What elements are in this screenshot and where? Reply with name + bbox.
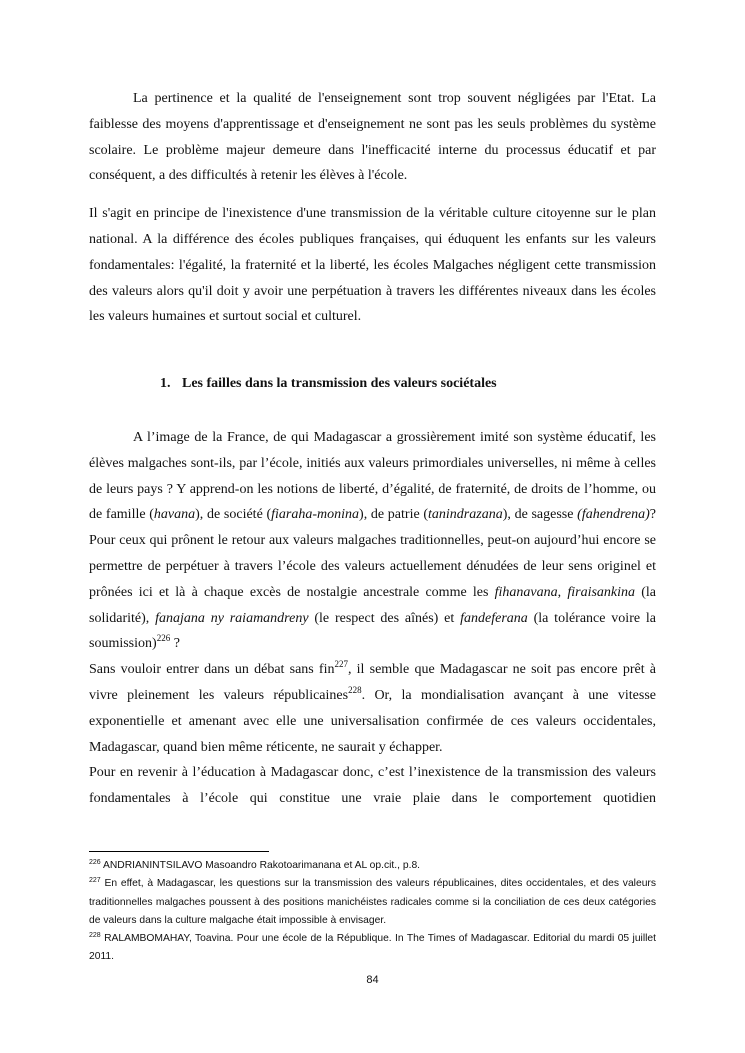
body-block [89,425,656,812]
paragraph-3: A l’image de la France, de qui Madagascar a grossièrement imité son système éducatif, les élèves malgaches sont-ils, par l’école, initiés aux valeurs primordiales universelles, ni même à celles de leurs pays ? Y apprend-on les notions de liberté, d’égalité, de fraternité, de droits de l’homme, ou de famille (havana), de société (fiaraha-monina), de patrie (tanindrazana), de sagesse (fahendrena)? Pour ceux qui prônent le retour aux valeurs malgaches traditionnelles, peut-on aujourd’hui encore se permettre de perpétuer à travers l’école des valeurs actuellement dénudées de leur sens originel et prônées ici et là à chaque excès de nostalgie ancestrale comme les fihanavana, firaisankina (la solidarité), fanajana ny raiamandreny (le respect des aînés) et fandeferana (la tolérance voire la soumission)$^{226}$ ? [89,430,657,652]
paragraph-4: Sans vouloir entrer dans un débat sans fin$^{227}$, il semble que Madagascar ne soit pas encore prêt à vivre pleinement les valeurs républicaines$^{228}$. Or, la mondialisation avançant à une vitesse exponentielle et amenant avec elle une universalisation confirmée de ces valeurs occidentales, Madagascar, quand bien même réticente, ne saurait y échapper. [89,659,656,755]
term-fandeferana: fandeferana [460,610,528,626]
footnote-separator [89,851,269,852]
footnotes [89,857,656,967]
term-fahendrena: (fahendrena) [577,507,650,523]
term-fiaraha-monina: fiaraha-monina [271,507,360,523]
term-havana: havana [153,507,196,523]
footnote-227: $^{227}$ En effet, à Madagascar, les questions sur la transmission des valeurs républicaines, dites occidentales, et des valeurs traditionnelles malgaches poussent à des positions manichéistes radicales comme si la conciliation de ces deux catégories de valeurs dans la culture malgache était impossible à envisager. [89,877,656,926]
section-heading [160,376,497,392]
footnote-228: $^{228}$ RALAMBOMAHAY, Toavina. Pour une école de la République. In The Times of Madagascar. Editorial du mardi 05 juillet 2011. [89,932,656,963]
page-number: 84 [366,974,379,986]
section-number: 1. [160,376,171,391]
section-title: Les failles dans la transmission des valeurs sociétales [182,376,497,391]
intro-block [89,86,656,330]
paragraph-2: Il s'agit en principe de l'inexistence d'une transmission de la véritable culture citoyenne sur le plan national. A la différence des écoles publiques françaises, qui éduquent les enfants sur les valeurs fondamentales: l'égalité, la fraternité et la liberté, les écoles Malgaches négligent cette transmission des valeurs alors qu'il doit y avoir une perpétuation à travers les différentes niveaux dans les écoles les valeurs humaines et surtout social et culturel. [89,206,656,325]
footnote-ref-226: 226 [156,633,171,644]
footnote-ref-227: 227 [334,659,348,670]
paragraph-5: Pour en revenir à l’éducation à Madagascar donc, c’est l’inexistence de la transmission des valeurs fondamentales à l’école qui constitue une vraie plaie dans le comportement quotidien [89,765,656,807]
term-firaisankina: firaisankina [567,584,636,600]
term-tanindrazana: tanindrazana [428,507,503,523]
paragraph-1: La pertinence et la qualité de l'enseignement sont trop souvent négligées par l'Etat. La faiblesse des moyens d'apprentissage et d'enseignement ne sont pas les seuls problèmes du système scolaire. Le problème majeur demeure dans l'inefficacité interne du processus éducatif et par conséquent, a des difficultés à retenir les élèves à l'école. [89,91,656,184]
term-fanajana: fanajana ny raiamandreny [155,610,309,626]
footnote-226: $^{226}$ ANDRIANINTSILAVO Masoandro Rakotoarimanana et AL op.cit., p.8. [89,859,421,871]
term-fihanavana: fihanavana [494,584,558,600]
footnote-ref-228: 228 [348,684,362,695]
